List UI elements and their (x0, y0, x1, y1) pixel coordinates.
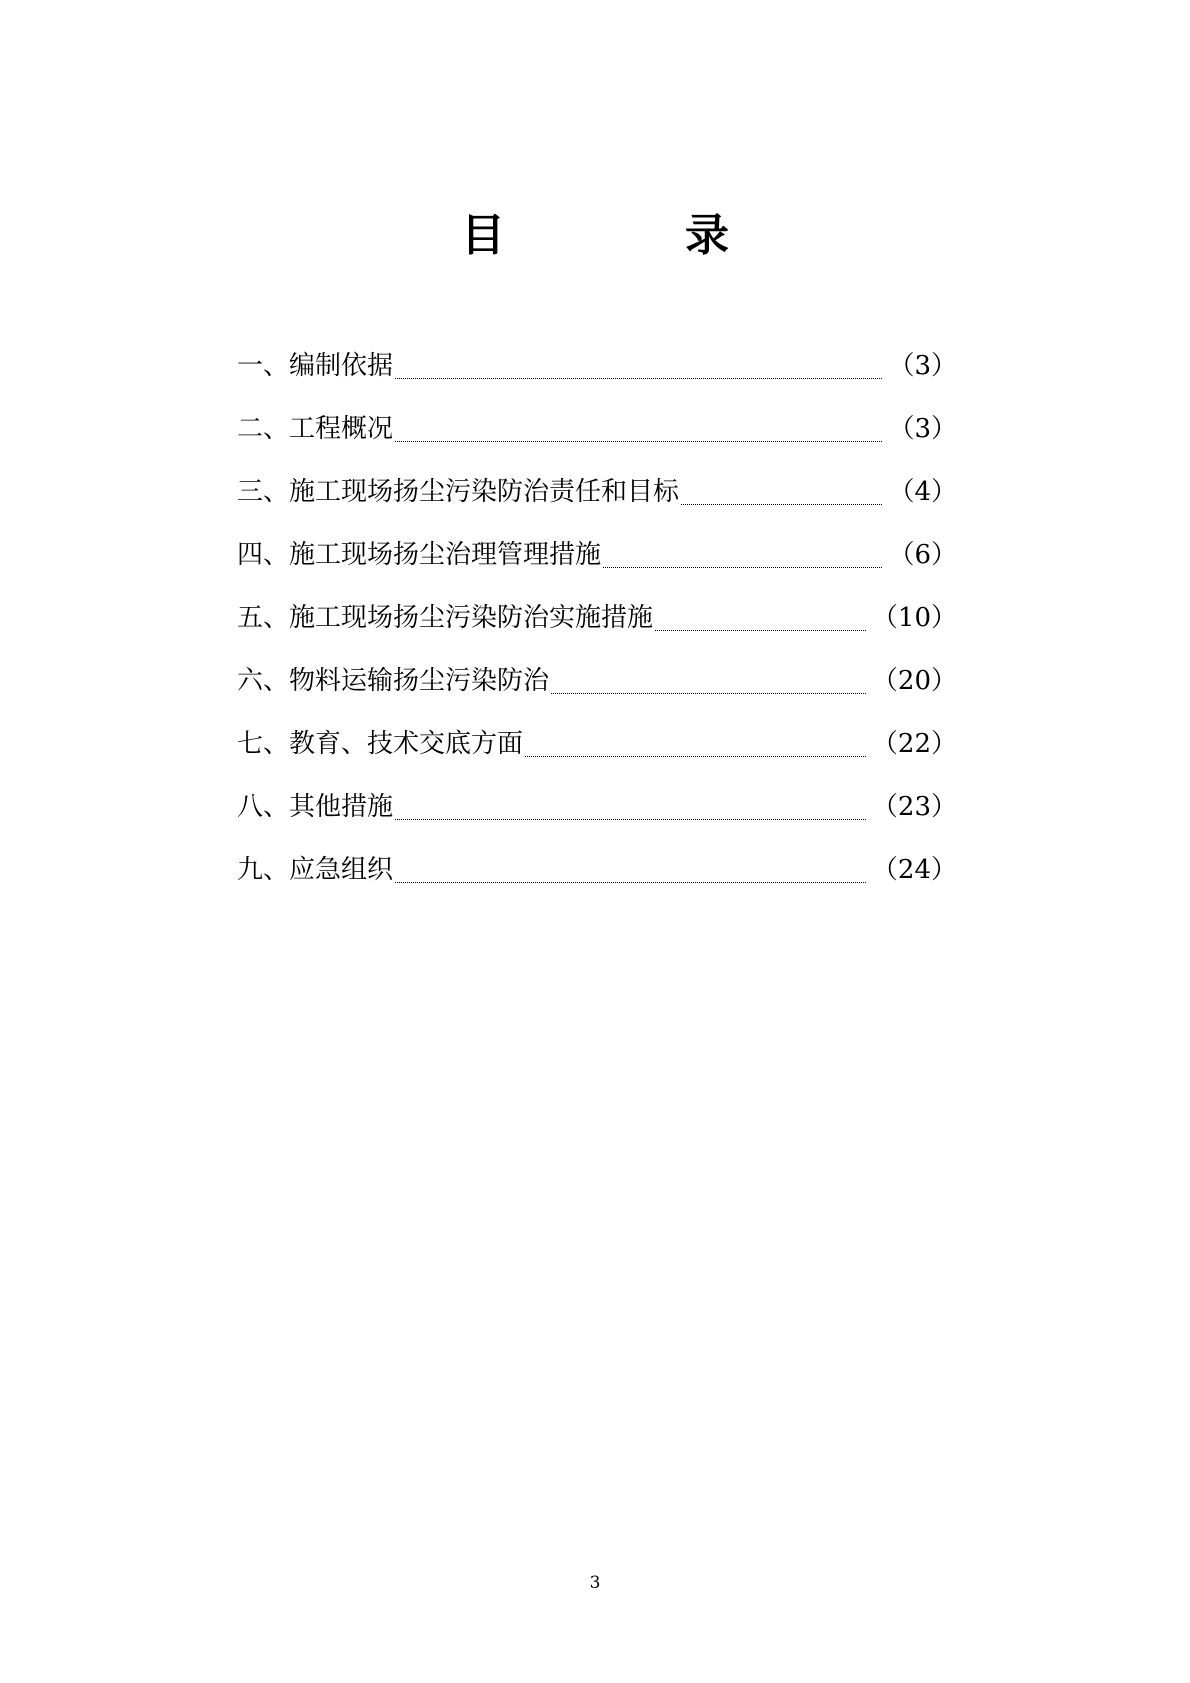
page-number: 3 (589, 1573, 601, 1593)
toc-entry-label: 七、教育、技术交底方面 (237, 729, 524, 759)
toc-entry-page: （4） (888, 477, 957, 507)
toc-entry-label: 二、工程概况 (237, 414, 394, 444)
toc-entry-page: （6） (888, 540, 957, 570)
toc-entry-label: 五、施工现场扬尘污染防治实施措施 (237, 603, 654, 633)
toc-entry-page: （23） (871, 792, 957, 822)
toc-entry-page: （10） (871, 603, 957, 633)
toc-dot-leader (655, 630, 866, 631)
toc-dot-leader (681, 504, 882, 505)
toc-entry-label: 六、物料运输扬尘污染防治 (237, 666, 550, 696)
toc-title: 目 录 (461, 210, 797, 261)
toc-dot-leader (395, 441, 882, 442)
toc-entry[interactable] (237, 406, 957, 446)
toc-entry-page: （3） (888, 351, 957, 381)
toc-dot-leader (525, 756, 866, 757)
toc-dot-leader (551, 693, 866, 694)
toc-entry[interactable] (237, 658, 957, 698)
toc-entry[interactable] (237, 469, 957, 509)
toc-dot-leader (603, 567, 882, 568)
toc-entry-page: （24） (871, 855, 957, 885)
toc-entry-label: 三、施工现场扬尘污染防治责任和目标 (237, 477, 680, 507)
toc-entry[interactable] (237, 847, 957, 887)
toc-entry[interactable] (237, 343, 957, 383)
toc-dot-leader (395, 819, 866, 820)
toc-entry[interactable] (237, 784, 957, 824)
toc-entry-label: 一、编制依据 (237, 351, 394, 381)
toc-dot-leader (395, 378, 882, 379)
toc-entry-label: 九、应急组织 (237, 855, 394, 885)
toc-entry[interactable] (237, 595, 957, 635)
toc-entry-label: 八、其他措施 (237, 792, 394, 822)
toc-entry-page: （3） (888, 414, 957, 444)
toc-dot-leader (395, 882, 866, 883)
toc-entry-page: （22） (871, 729, 957, 759)
toc-list (237, 343, 957, 910)
toc-entry-page: （20） (871, 666, 957, 696)
toc-entry[interactable] (237, 532, 957, 572)
toc-entry-label: 四、施工现场扬尘治理管理措施 (237, 540, 602, 570)
toc-entry[interactable] (237, 721, 957, 761)
